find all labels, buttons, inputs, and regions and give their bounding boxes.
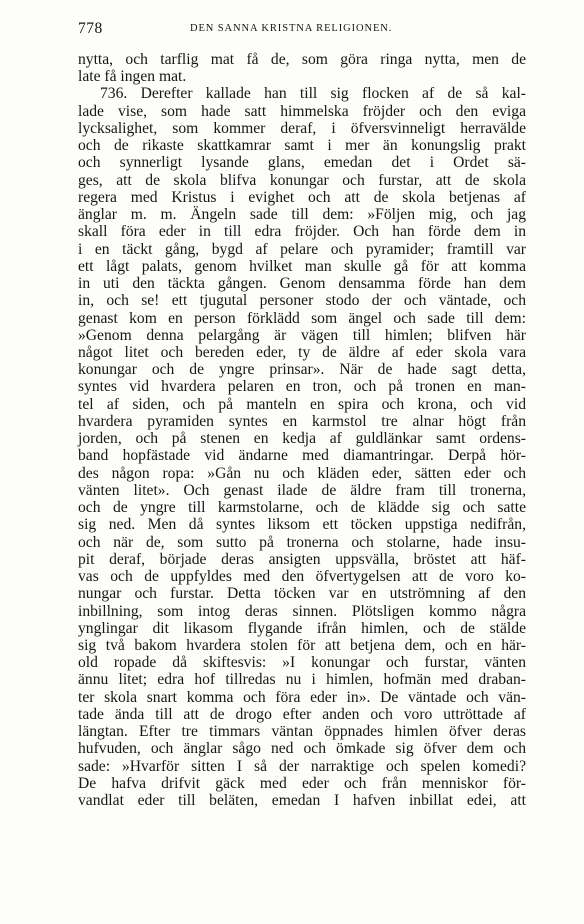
text-line: band hopfästade vid ändarne med diamantringar. Derpå hör- <box>78 447 526 465</box>
text-line: old ropade då skiftesvis: »I konungar och furstar, vänten <box>78 654 526 672</box>
text-line: pit deraf, började deras ansigten uppsvälla, bröstet att häf- <box>78 550 526 568</box>
running-head <box>78 20 526 42</box>
text-line: nungar och furstar. Detta töcken var en utströmning af den <box>78 585 526 603</box>
text-line: jorden, och på stenen en kedja af guldlänkar samt ordens- <box>78 430 526 448</box>
text-line: genast kom en person förklädd som ängel och sade till dem: <box>78 309 526 327</box>
text-line: hvardera pyramiden syntes en karmstol tre alnar högt från <box>78 412 526 430</box>
text-line: konungar och de yngre prinsar». När de hade sagt detta, <box>78 361 526 379</box>
text-line: des någon ropa: »Gån nu och kläden eder, sätten eder och <box>78 464 526 482</box>
text-line: vandlat eder till beläten, emedan I hafven inbillat edei, att <box>78 792 526 810</box>
text-line: inbillning, som intog deras sinnen. Plötsligen kommo några <box>78 602 526 620</box>
page-number: 778 <box>78 20 103 37</box>
text-line: lycksalighet, som kommer deraf, i öfversvinneligt herravälde <box>78 119 526 137</box>
running-head-title: DEN SANNA KRISTNA RELIGIONEN. <box>190 23 393 34</box>
text-line: hufvuden, och änglar sågo ned och ömkade sig öfver dem och <box>78 740 526 758</box>
text-line: in uti den täckta gången. Genom densamma förde han dem <box>78 275 526 293</box>
text-line: sade: »Hvarför sitten I så der narraktige och spelen komedi? <box>78 757 526 775</box>
text-line: vänten litet». Och genast ilade de äldre fram till tronerna, <box>78 481 526 499</box>
text-line: late få ingen mat. <box>78 68 187 86</box>
body-text <box>78 51 526 809</box>
text-line: nytta, och tarflig mat få de, som göra ringa nytta, men de <box>78 51 526 68</box>
text-line: och när de, som sutto på tronerna och stolarne, hade insu- <box>78 533 526 551</box>
text-line: längtan. Efter tre timmars väntan öppnades himlen öfver deras <box>78 723 526 741</box>
text-line: ännu litet; edra hof tillredas nu i himlen, hofmän med draban- <box>78 671 526 689</box>
text-line: ynglingar dit likasom flygande ifrån himlen, och de stälde <box>78 619 526 637</box>
text-line: regera med Kristus i evighet och att de skola betjenas af <box>78 188 526 206</box>
text-line: och synnerligt lysande glans, emedan det i Ordet sä- <box>78 154 526 172</box>
text-line: änglar m. m. Ängeln sade till dem: »Följen mig, och jag <box>78 206 526 224</box>
text-line: lade vise, som hade satt himmelska fröjder och den eviga <box>78 102 526 120</box>
text-line: ett lågt palats, genom hvilket man skulle gå för att komma <box>78 257 526 275</box>
text-line: »Genom denna pelargång är vägen till himlen; blifven här <box>78 326 526 344</box>
text-line: och de rikaste skattkamrar samt i mer än konungslig prakt <box>78 137 526 155</box>
text-line: sig två bakom hvardera stolen för att betjena dem, och en här- <box>78 636 526 654</box>
text-line: in, och se! ett tjugutal personer stodo der och väntade, och <box>78 292 526 310</box>
paragraph-start-line: 736. Derefter kallade han till sig flocken af de så kal- <box>100 85 526 103</box>
text-line: ter skola snart komma och föra eder in». De väntade och vän- <box>78 688 526 706</box>
text-line: syntes vid hvardera pelaren en tron, och på tronen en man- <box>78 378 526 396</box>
text-line: tel af siden, och på manteln en spira och krona, och vid <box>78 395 526 413</box>
text-line: De hafva drifvit gäck med eder och från menniskor för- <box>78 774 526 792</box>
text-line: ges, att de skola blifva konungar och furstar, att de skola <box>78 171 526 189</box>
text-line: skall föra eder in till edra fröjder. Och han förde dem in <box>78 223 526 241</box>
text-line: i en täckt gång, bygd af pelare och pyramider; framtill var <box>78 240 526 258</box>
text-line: något litet och bereden eder, ty de äldre af eder skola vara <box>78 343 526 361</box>
text-line: vas och de uppfyldes med den öfvertygelsen att de voro ko- <box>78 568 526 586</box>
text-line: tade ända till att de drogo efter anden och voro uttröttade af <box>78 705 526 723</box>
text-line: och de yngre till karmstolarne, och de klädde sig och satte <box>78 499 526 517</box>
text-line: sig ned. Men då syntes liksom ett töcken uppstiga nedifrån, <box>78 516 526 534</box>
